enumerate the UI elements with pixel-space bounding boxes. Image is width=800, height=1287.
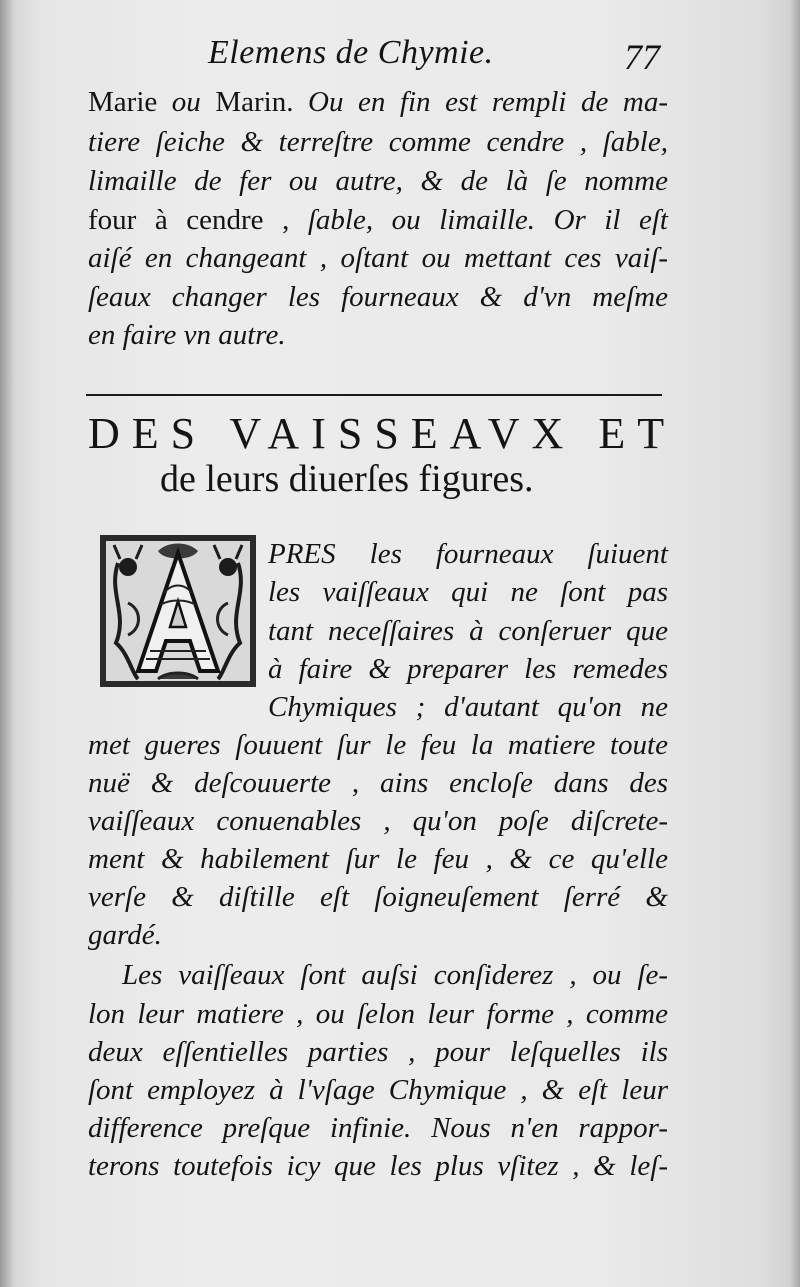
- text-line: ment & habilement ſur le feu , & ce qu'elle: [88, 843, 668, 875]
- text-line: deux eſſentielles parties , pour leſquelles ils: [88, 1036, 668, 1068]
- section-title: DES VAISSEAVX ET: [88, 409, 677, 458]
- text-line: gardé.: [88, 919, 162, 951]
- section-subtitle: de leurs diuerſes figures.: [160, 458, 534, 500]
- section-divider: [86, 394, 662, 396]
- text-line: à faire & preparer les remedes: [268, 653, 668, 685]
- text-line: vaiſſeaux conuenables , qu'on poſe diſcrete-: [88, 805, 668, 837]
- text-line: Les vaiſſeaux ſont auſsi conſiderez , ou ſe-: [122, 959, 668, 991]
- text-line: ſont employez à l'vſage Chymique , & eſt leur: [88, 1074, 668, 1106]
- text-line: Chymiques ; d'autant qu'on ne: [268, 691, 668, 723]
- text-line: tant neceſſaires à conſeruer que: [268, 615, 668, 647]
- text-line: difference preſque infinie. Nous n'en rappor-: [88, 1112, 668, 1144]
- page-number: 77: [624, 37, 660, 77]
- text-line: nuë & deſcouuerte , ains encloſe dans des: [88, 767, 668, 799]
- text-line: tiere ſeiche & terreſtre comme cendre , ſable,: [88, 126, 668, 158]
- text-line: Marie ou Marin. Ou en fin est rempli de ma-: [88, 86, 669, 118]
- ornamental-initial-icon: [98, 533, 258, 689]
- text-line: four à cendre , ſable, ou limaille. Or il eſt: [88, 204, 668, 236]
- text-line: lon leur matiere , ou ſelon leur forme , comme: [88, 998, 668, 1030]
- text-line: met gueres ſouuent ſur le feu la matiere toute: [88, 729, 668, 761]
- text-line: verſe & diſtille eſt ſoigneuſement ſerré &: [88, 881, 668, 913]
- text-line: limaille de fer ou autre, & de là ſe nomme: [88, 165, 668, 197]
- text-line: terons toutefois icy que les plus vſitez , & leſ-: [88, 1150, 668, 1182]
- text-line: PRES les fourneaux ſuiuent: [268, 538, 668, 570]
- text-line: en faire vn autre.: [88, 319, 286, 351]
- text-line: aiſé en changeant , oſtant ou mettant ces vaiſ-: [88, 242, 668, 274]
- text-line: les vaiſſeaux qui ne ſont pas: [268, 576, 668, 608]
- running-title: Elemens de Chymie.: [208, 34, 494, 71]
- text-line: ſeaux changer les fourneaux & d'vn meſme: [88, 281, 668, 313]
- page-header: [88, 34, 668, 84]
